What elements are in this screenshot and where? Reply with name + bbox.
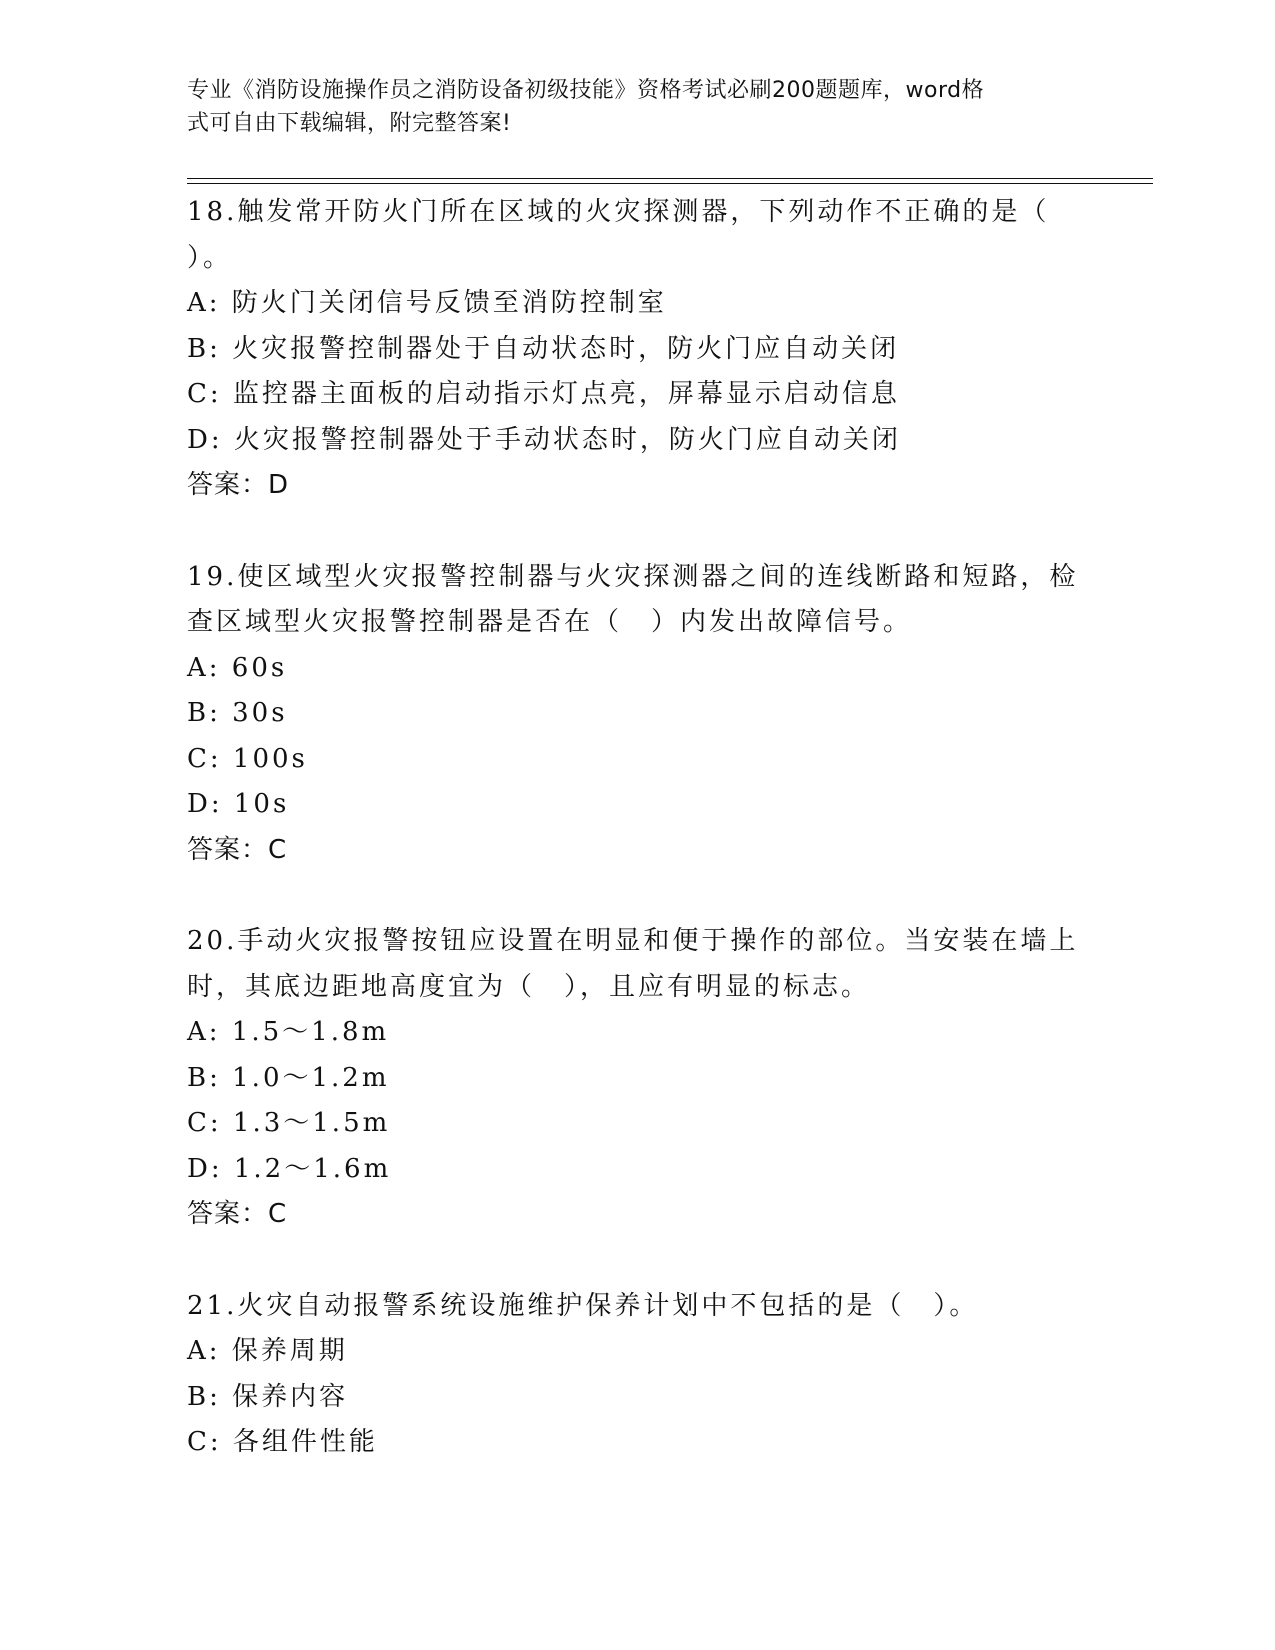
header-line-2: 式可自由下载编辑，附完整答案! — [187, 111, 512, 136]
option-c: C: 100s — [187, 743, 308, 774]
question-18 — [187, 190, 1087, 509]
question-20 — [187, 919, 1087, 1238]
question-stem-cont: 时，其底边距地高度宜为（ ），且应有明显的标志。 — [187, 971, 871, 1002]
question-spacer — [187, 509, 1087, 555]
question-stem-cont: 查区域型火灾报警控制器是否在（ ）内发出故障信号。 — [187, 607, 913, 637]
option-a: A: 60s — [187, 652, 288, 683]
question-stem: 19.使区域型火灾报警控制器与火灾探测器之间的连线断路和短路，检 — [187, 561, 1079, 592]
question-spacer — [187, 873, 1087, 919]
document-header — [187, 74, 1067, 140]
answer-line: 答案：C — [187, 1199, 288, 1229]
question-19 — [187, 555, 1087, 874]
question-spacer — [187, 1238, 1087, 1284]
question-21 — [187, 1284, 1087, 1466]
option-a: A: 保养周期 — [187, 1336, 348, 1366]
header-line-1: 专业《消防设施操作员之消防设备初级技能》资格考试必刷200题题库，word格 — [187, 78, 985, 103]
option-d: D: 火灾报警控制器处于手动状态时，防火门应自动关闭 — [187, 424, 901, 455]
answer-line: 答案：D — [187, 470, 290, 500]
option-a: A: 防火门关闭信号反馈至消防控制室 — [187, 288, 667, 318]
option-b: B: 火灾报警控制器处于自动状态时，防火门应自动关闭 — [187, 333, 900, 364]
option-b: B: 30s — [187, 698, 288, 728]
option-c: C: 监控器主面板的启动指示灯点亮，屏幕显示启动信息 — [187, 379, 900, 409]
question-stem: 21.火灾自动报警系统设施维护保养计划中不包括的是（ ）。 — [187, 1290, 979, 1321]
question-stem-cont: ）。 — [187, 242, 233, 273]
option-d: D: 1.2～1.6m — [187, 1153, 392, 1184]
header-divider-top — [187, 178, 1153, 179]
option-d: D: 10s — [187, 789, 290, 819]
option-b: B: 1.0～1.2m — [187, 1062, 390, 1093]
question-stem: 20.手动火灾报警按钮应设置在明显和便于操作的部位。当安装在墙上 — [187, 926, 1079, 956]
answer-line: 答案：C — [187, 834, 288, 865]
option-a: A: 1.5～1.8m — [187, 1017, 390, 1047]
option-b: B: 保养内容 — [187, 1381, 349, 1412]
question-list — [187, 190, 1087, 1466]
option-c: C: 1.3～1.5m — [187, 1108, 391, 1138]
question-stem: 18.触发常开防火门所在区域的火灾探测器，下列动作不正确的是（ — [187, 197, 1050, 227]
header-divider-bottom — [187, 183, 1153, 184]
option-c: C: 各组件性能 — [187, 1427, 378, 1457]
